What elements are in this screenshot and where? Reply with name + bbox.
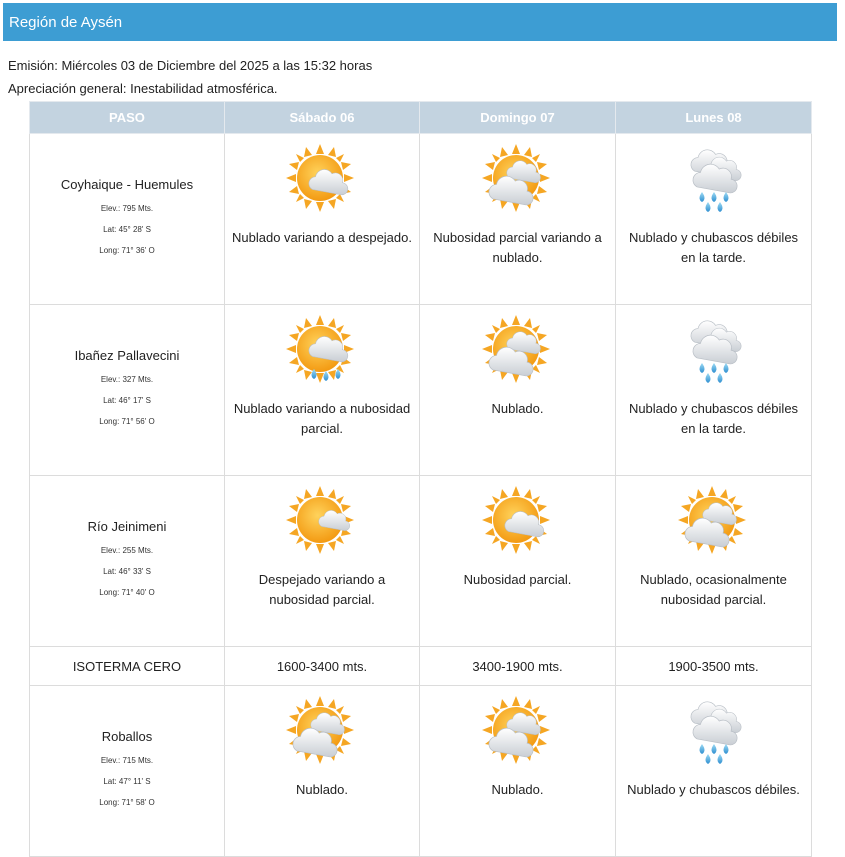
- paso-lat: Lat: 46° 33' S: [103, 567, 151, 576]
- paso-elev: Elev.: 715 Mts.: [100, 756, 154, 765]
- forecast-desc: Despejado variando a nubosidad parcial.: [258, 572, 386, 607]
- table-row: [30, 686, 812, 857]
- paso-lat: Lat: 47° 11' S: [103, 777, 151, 786]
- forecast-table: [29, 101, 812, 857]
- forecast-desc: Nublado.: [491, 782, 544, 797]
- weather-icon-wrap: [420, 484, 615, 560]
- isoterma-value: 1600-3400 mts.: [225, 647, 420, 686]
- forecast-cell: [420, 305, 616, 476]
- region-header: [3, 3, 837, 41]
- forecast-desc: Nublado, ocasionalmente nubosidad parcial.: [640, 572, 787, 607]
- paso-cell: [30, 476, 225, 647]
- weather-icon-wrap: [225, 142, 419, 218]
- forecast-cell: [616, 686, 812, 857]
- header-day-3: Lunes 08: [616, 102, 812, 134]
- weather-icon-wrap: [616, 142, 811, 218]
- paso-elev: Elev.: 795 Mts.: [100, 204, 154, 213]
- weather-icon-wrap: [420, 142, 615, 218]
- forecast-cell: [420, 476, 616, 647]
- isoterma-value: 3400-1900 mts.: [420, 647, 616, 686]
- forecast-cell: [420, 686, 616, 857]
- forecast-desc: Nublado variando a despejado.: [232, 230, 412, 245]
- weather-icon-wrap: [225, 694, 419, 770]
- paso-long: Long: 71° 36' O: [99, 246, 155, 255]
- paso-long: Long: 71° 58' O: [99, 798, 155, 807]
- forecast-desc: Nublado.: [491, 401, 544, 416]
- forecast-cell: [420, 134, 616, 305]
- header-day-1: Sábado 06: [225, 102, 420, 134]
- emision-text: Emisión: Miércoles 03 de Diciembre del 2025 a las 15:32 horas: [8, 58, 373, 73]
- paso-name: Coyhaique - Huemules: [60, 177, 194, 192]
- forecast-desc: Nublado y chubascos débiles en la tarde.: [628, 230, 799, 265]
- table-row: [30, 476, 812, 647]
- forecast-cell: [616, 476, 812, 647]
- paso-long: Long: 71° 56' O: [99, 417, 155, 426]
- sun-cloud-icon: [284, 142, 360, 218]
- weather-icon-wrap: [616, 313, 811, 389]
- apreciacion-text: Apreciación general: Inestabilidad atmosférica.: [8, 81, 278, 96]
- isoterma-value: 1900-3500 mts.: [616, 647, 812, 686]
- paso-name: Ibañez Pallavecini: [74, 348, 180, 363]
- cloud-showers-icon: [676, 142, 752, 218]
- weather-icon-wrap: [420, 313, 615, 389]
- sun-clouds-icon: [480, 694, 556, 770]
- cloud-showers-icon: [676, 313, 752, 389]
- region-title: Región de Aysén: [9, 13, 123, 31]
- paso-elev: Elev.: 255 Mts.: [100, 546, 154, 555]
- weather-icon-wrap: [225, 313, 419, 389]
- forecast-cell: [225, 686, 420, 857]
- paso-cell: [30, 686, 225, 857]
- forecast-desc: Nubosidad parcial.: [463, 572, 572, 587]
- header-paso: PASO: [30, 102, 225, 134]
- forecast-cell: [225, 134, 420, 305]
- forecast-desc: Nublado y chubascos débiles en la tarde.: [628, 401, 799, 436]
- weather-icon-wrap: [420, 694, 615, 770]
- weather-icon-wrap: [616, 694, 811, 770]
- paso-lat: Lat: 46° 17' S: [103, 396, 151, 405]
- paso-name: Roballos: [101, 729, 153, 744]
- sun-cloud-icon: [480, 484, 556, 560]
- sun-clouds-icon: [676, 484, 752, 560]
- table-row: [30, 305, 812, 476]
- header-day-2: Domingo 07: [420, 102, 616, 134]
- paso-long: Long: 71° 40' O: [99, 588, 155, 597]
- forecast-cell: [616, 305, 812, 476]
- forecast-desc: Nublado.: [295, 782, 349, 797]
- isoterma-row: [30, 647, 812, 686]
- table-header-row: [30, 102, 812, 134]
- paso-cell: [30, 305, 225, 476]
- paso-elev: Elev.: 327 Mts.: [100, 375, 154, 384]
- sun-clouds-icon: [480, 313, 556, 389]
- forecast-desc: Nublado y chubascos débiles.: [627, 782, 800, 797]
- sun-small-cloud-icon: [284, 484, 360, 560]
- forecast-cell: [225, 476, 420, 647]
- sun-cloud-rain-icon: [284, 313, 360, 389]
- cloud-showers-icon: [676, 694, 752, 770]
- table-row: [30, 134, 812, 305]
- paso-cell: [30, 134, 225, 305]
- forecast-cell: [225, 305, 420, 476]
- weather-icon-wrap: [616, 484, 811, 560]
- isoterma-label: ISOTERMA CERO: [30, 647, 225, 686]
- forecast-desc: Nublado variando a nubosidad parcial.: [233, 401, 411, 436]
- sun-clouds-icon: [480, 142, 556, 218]
- paso-name: Río Jeinimeni: [87, 519, 167, 534]
- sun-clouds-icon: [284, 694, 360, 770]
- weather-icon-wrap: [225, 484, 419, 560]
- forecast-cell: [616, 134, 812, 305]
- paso-lat: Lat: 45° 28' S: [103, 225, 151, 234]
- forecast-desc: Nubosidad parcial variando a nublado.: [433, 230, 602, 265]
